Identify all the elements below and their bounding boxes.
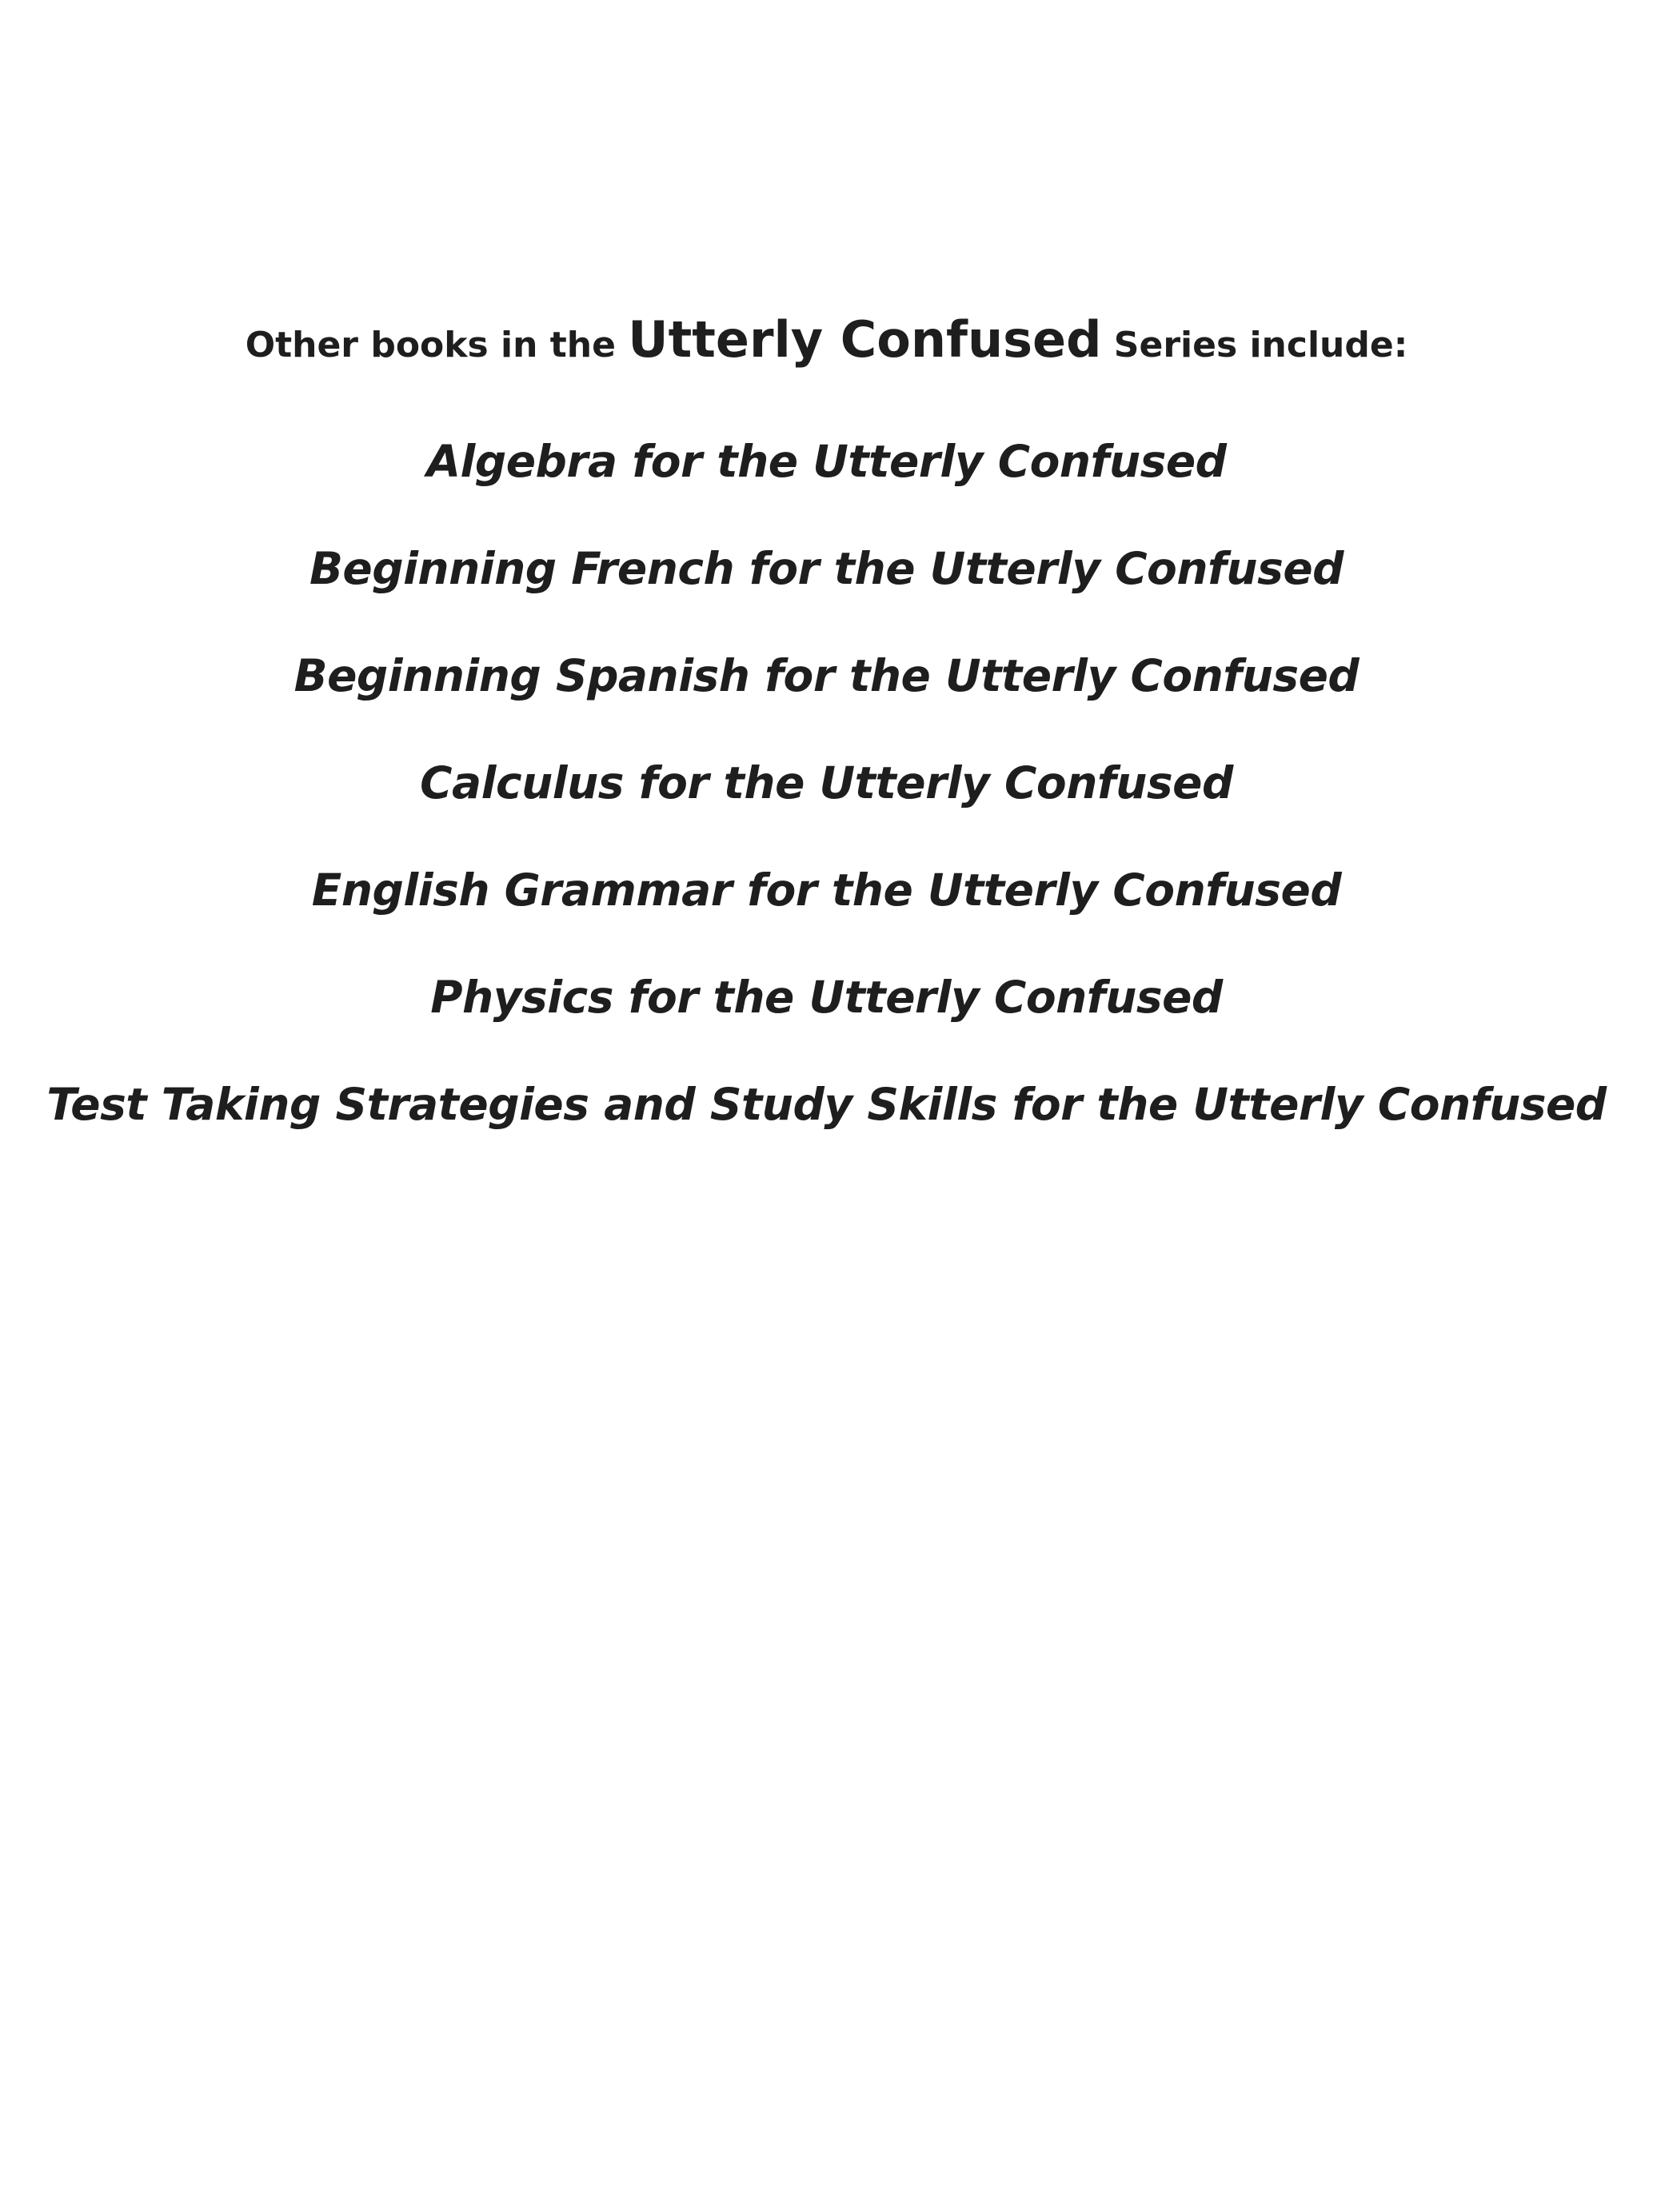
heading-prefix: Other books in the xyxy=(245,325,629,365)
book-list xyxy=(0,408,1653,1158)
book-title: Algebra for the Utterly Confused xyxy=(426,436,1227,487)
series-heading xyxy=(0,308,1653,377)
book-title: Test Taking Strategies and Study Skills for the Utterly Confused xyxy=(46,1079,1607,1130)
book-title: Physics for the Utterly Confused xyxy=(430,972,1223,1023)
book-title: English Grammar for the Utterly Confused xyxy=(311,864,1342,916)
book-title: Beginning Spanish for the Utterly Confused xyxy=(293,650,1360,701)
book-title: Calculus for the Utterly Confused xyxy=(420,757,1233,809)
series-name: Utterly Confused xyxy=(628,310,1102,369)
heading-suffix: Series include: xyxy=(1101,325,1408,365)
book-title: Beginning French for the Utterly Confused xyxy=(309,543,1344,594)
